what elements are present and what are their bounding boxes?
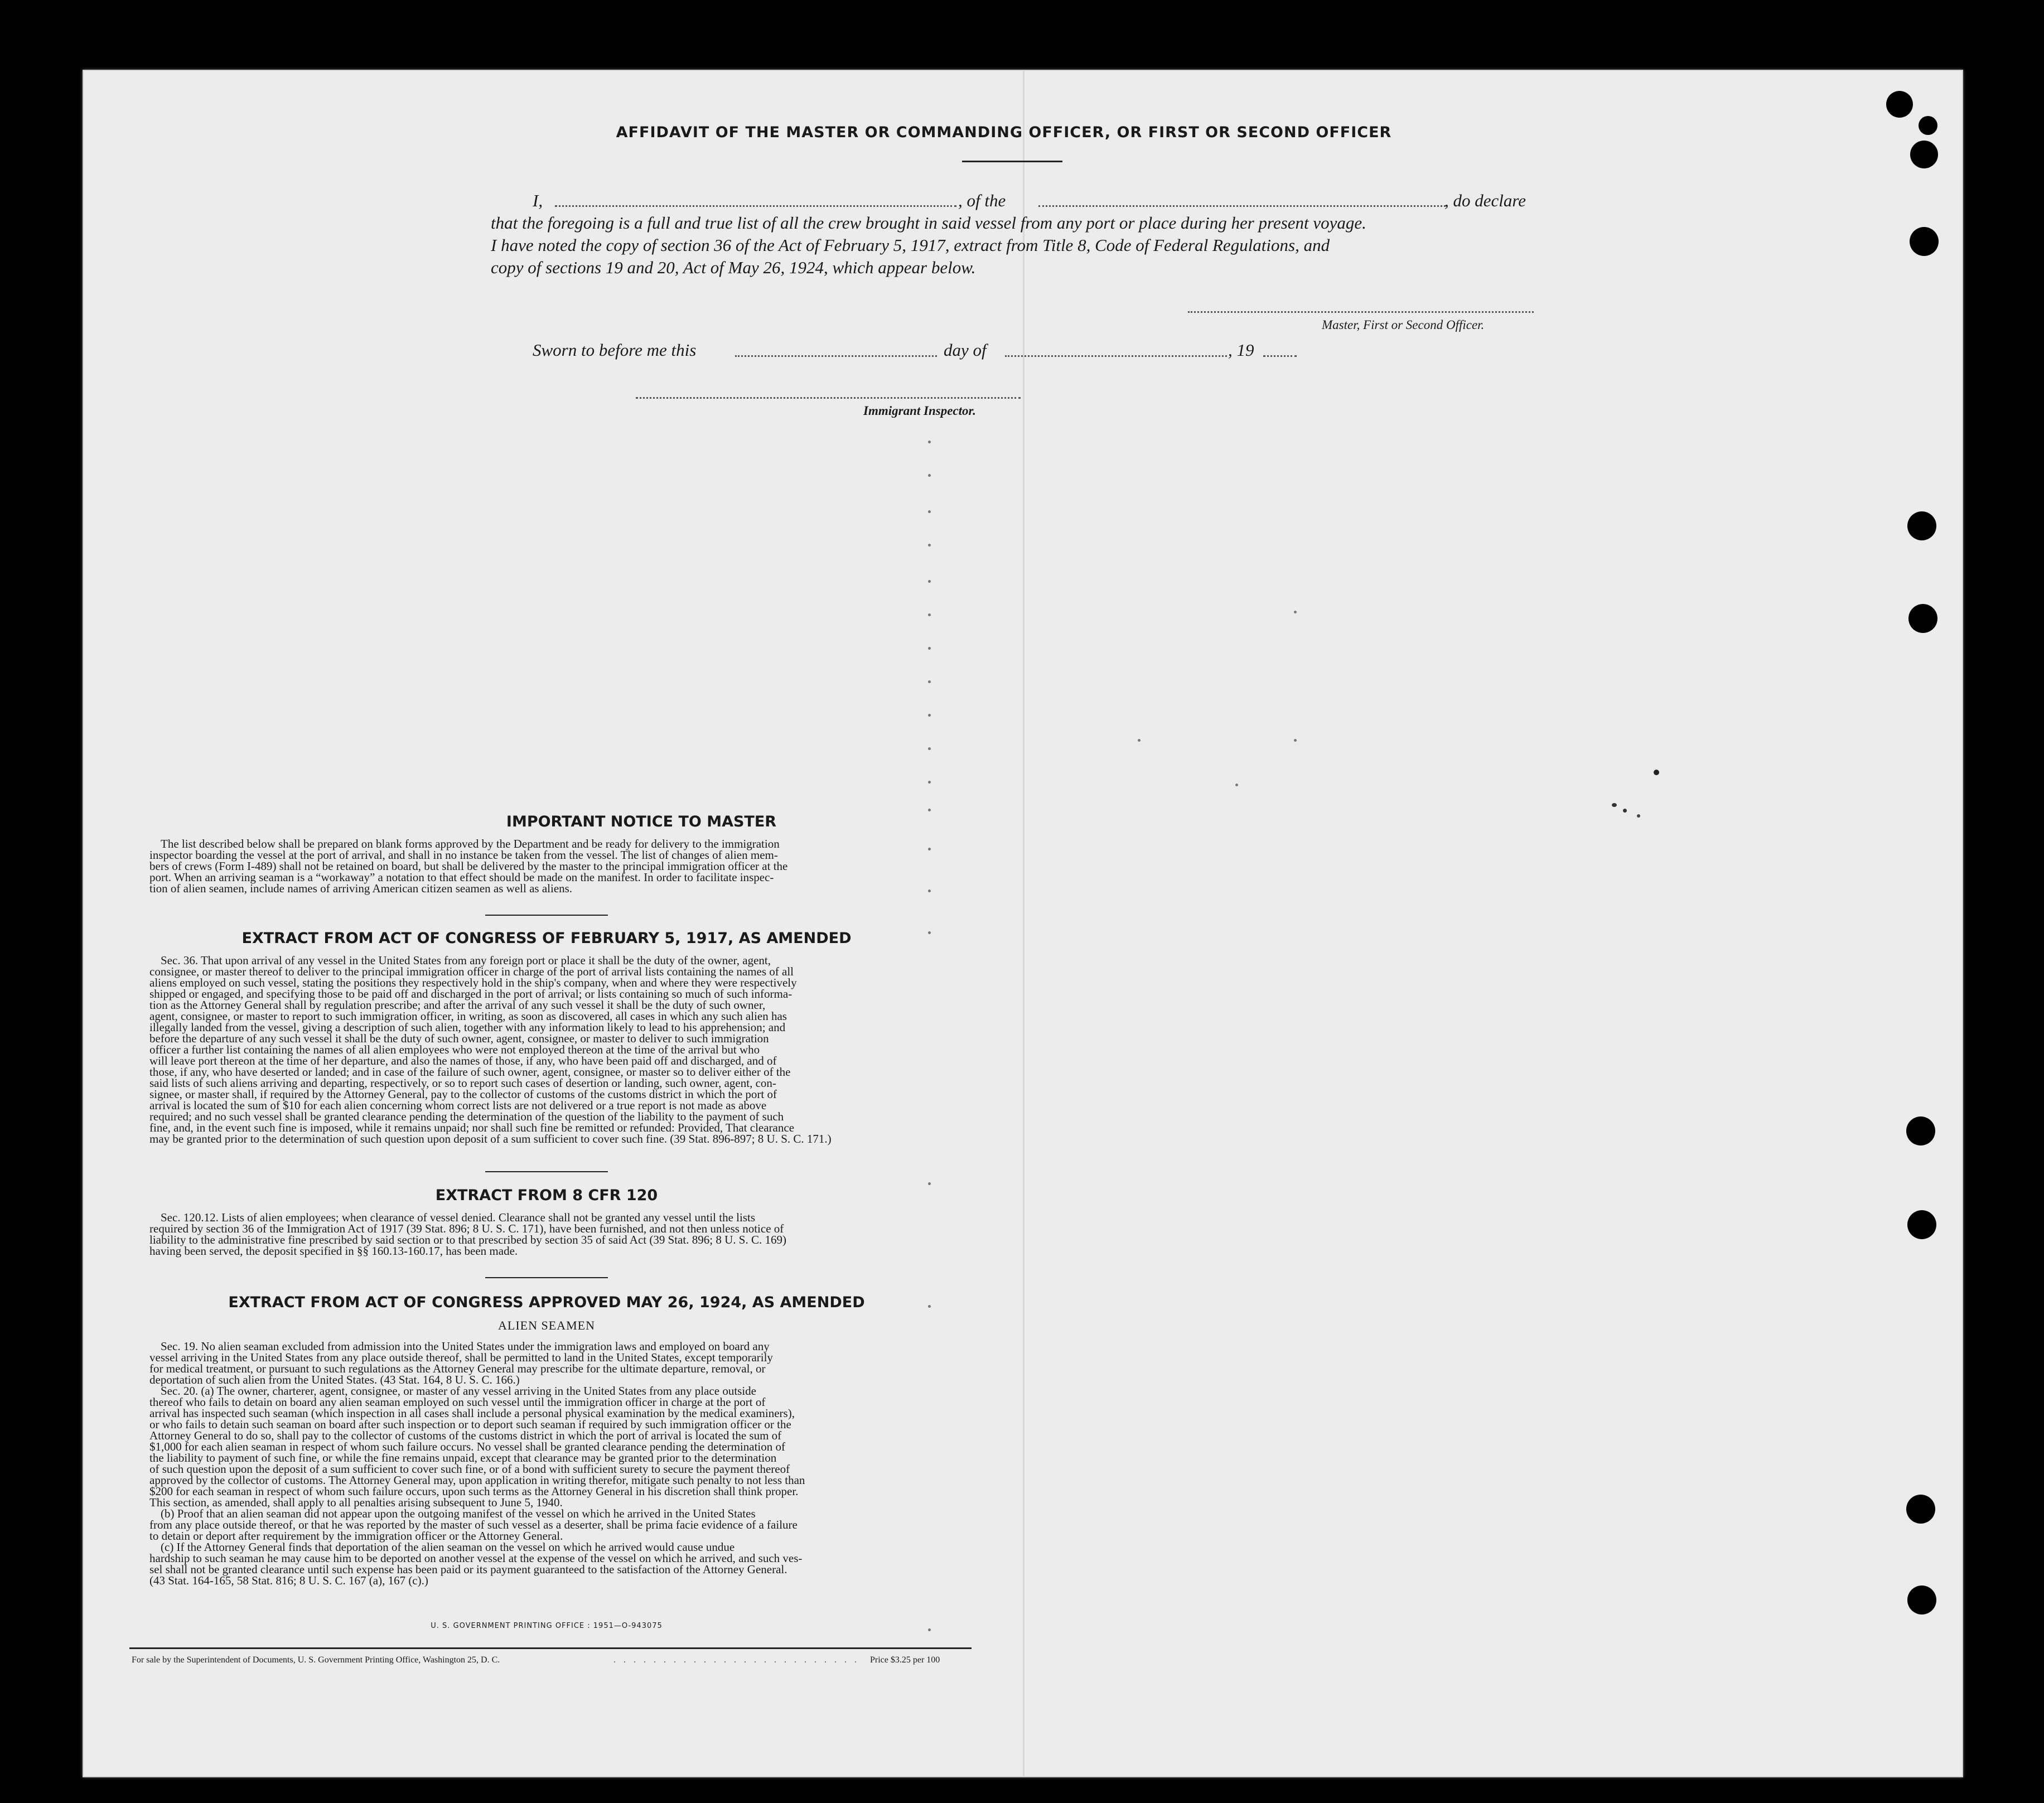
sworn-month-field[interactable]: [1005, 355, 1227, 357]
punch-hole: [1906, 1495, 1935, 1524]
center-fold: [1023, 70, 1025, 1777]
extract-1924-line: or who fails to detain such seaman on board after such inspection or to deport such seaman if required by such immigration officer or the: [149, 1418, 791, 1431]
extract-1924-line: to detain or deport after requirement by the immigration officer or the Attorney General.: [149, 1529, 563, 1543]
master-signature-line[interactable]: [1188, 311, 1534, 313]
notice-line: tion of alien seamen, include names of arriving American citizen seamen as well as aliens.: [149, 882, 573, 895]
punch-hole: [1919, 116, 1937, 135]
extract-1924-line: arrival has inspected such seaman (which inspection in all cases shall include a personal physical examination by the medical examiners),: [149, 1406, 795, 1420]
extract-cfr-divider: [485, 1277, 608, 1278]
ink-stain: [1637, 814, 1640, 818]
extract-1924-line: (43 Stat. 164-165, 58 Stat. 816; 8 U. S. C. 167 (a), 167 (c).): [149, 1574, 428, 1587]
extract-1917-line: signee, or master shall, if required by the Attorney General, pay to the collector of customs of the customs district in which the port of: [149, 1087, 777, 1101]
extract-1917-line: arrival is located the sum of $10 for each alien concerning whom correct lists are not delivered or a true report is not made as above: [149, 1099, 767, 1112]
extract-1924-line: deportation of such alien from the United States. (43 Stat. 164, 8 U. S. C. 166.): [149, 1373, 520, 1386]
notice-body: [149, 838, 947, 894]
notice-line: port. When an arriving seaman is a “workaway” a notation to that effect should be made on the manifest. In order to facilitate inspec-: [149, 871, 774, 884]
declaration-i-label: I,: [533, 191, 543, 210]
extract-1924-line: the liability to payment of such fine, or while the fine remains unpaid, except that clearance may be granted prior to the determination: [149, 1451, 777, 1464]
extract-1917-line: Sec. 36. That upon arrival of any vessel in the United States from any foreign port or place it shall be the duty of the owner, agent,: [161, 954, 771, 967]
extract-1924-heading: EXTRACT FROM ACT OF CONGRESS APPROVED MAY 26, 1924, AS AMENDED: [228, 1294, 865, 1311]
extract-1924-line: thereof who fails to detain on board any alien seaman employed on such vessel until the immigration officer in charge at the port of: [149, 1395, 766, 1409]
master-signature-label: Master, First or Second Officer.: [1322, 318, 1485, 332]
ink-stain: [1623, 809, 1627, 813]
declaration-of-the: , of the: [958, 191, 1006, 210]
extract-1917-line: officer a further list containing the names of all alien employees who were not employed thereon at the time of the arrival but who: [149, 1043, 760, 1056]
extract-1924-line: Sec. 19. No alien seaman excluded from admission into the United States under the immigration laws and employed on board any: [161, 1340, 770, 1353]
punch-hole: [1907, 1586, 1936, 1615]
punch-hole: [1906, 1116, 1935, 1145]
extract-1924-line: This section, as amended, shall apply to all penalties arising subsequent to June 5, 1940.: [149, 1496, 563, 1509]
extract-1924-line: sel shall not be granted clearance until such expense has been paid or its payment guaranteed to the satisfaction of the Attorney General.: [149, 1563, 787, 1576]
punch-hole: [1907, 1210, 1936, 1239]
footer-sale-notice: For sale by the Superintendent of Documents, U. S. Government Printing Office, Washington 25, D. C.: [132, 1655, 500, 1665]
extract-1924-line: hardship to such seaman he may cause him to be deported on another vessel at the expense of the vessel on which he arrived, and such ves-: [149, 1551, 803, 1565]
extract-1924-line: from any place outside thereof, or that he was reported by the master of such vessel as a deserter, shall be prima facie evidence of a failure: [149, 1518, 798, 1531]
sworn-day-field[interactable]: [735, 355, 937, 357]
extract-1924-line: Attorney General to do so, shall pay to the collector of customs of the customs district in which the port of arrival is located the sum of: [149, 1429, 782, 1442]
printing-office-imprint: U. S. GOVERNMENT PRINTING OFFICE : 1951—O-943075: [431, 1622, 663, 1630]
extract-1924-line: (c) If the Attorney General finds that deportation of the alien seaman on the vessel on which he arrived would cause undue: [161, 1540, 735, 1554]
extract-1924-subheading: ALIEN SEAMEN: [498, 1318, 595, 1332]
extract-1917-divider: [485, 1171, 608, 1172]
sworn-day-of: day of: [944, 340, 987, 360]
extract-1924-line: for medical treatment, or pursuant to such regulations as the Attorney General may prescribe for the ultimate departure, removal, or: [149, 1362, 766, 1375]
extract-1924-line: Sec. 20. (a) The owner, charterer, agent, consignee, or master of any vessel arriving in the United States from any place outside: [161, 1384, 756, 1398]
extract-1924-line: of such question upon the deposit of a sum sufficient to cover such fine, or of a bond with sufficient surety to secure the payment thereof: [149, 1462, 790, 1476]
ink-stain: [1654, 770, 1659, 775]
extract-1924-line: $1,000 for each alien seaman in respect of whom such failure occurs. No vessel shall be granted clearance pending the determination of: [149, 1440, 785, 1453]
extract-1924-body: [149, 1341, 947, 1586]
extract-cfr-line: liability to the administrative fine prescribed by said section or to that prescribed by section 35 of said Act (39 Stat. 896; 8 U. S. C. 169): [149, 1233, 786, 1246]
notice-divider: [485, 915, 608, 916]
footer-leader-dots: .........................: [613, 1655, 864, 1665]
extract-1917-body: [149, 955, 947, 1144]
extract-1917-line: illegally landed from the vessel, giving a description of such alien, together with any information likely to lead to his apprehension; and: [149, 1021, 786, 1034]
footer-rule: [129, 1647, 972, 1649]
punch-hole: [1910, 227, 1939, 256]
inspector-label: Immigrant Inspector.: [863, 404, 976, 418]
extract-1924-line: $200 for each seaman in respect of whom such failure occurs, upon such terms as the Attorney General in his discretion shall think proper.: [149, 1485, 799, 1498]
extract-1917-line: tion as the Attorney General shall by regulation prescribe; and after the arrival of any such vessel it shall be the duty of such owner,: [149, 998, 766, 1012]
extract-1917-line: before the departure of any such vessel it shall be the duty of such owner, agent, consignee, or master to deliver to such immigration: [149, 1032, 769, 1045]
punch-hole: [1907, 511, 1936, 540]
extract-1917-line: will leave port thereon at the time of her departure, and also the names of those, if any, who have been paid off and discharged, and of: [149, 1054, 777, 1067]
sworn-year-field[interactable]: [1263, 355, 1297, 357]
name-field[interactable]: [555, 205, 956, 207]
declaration-line-4: copy of sections 19 and 20, Act of May 26, 1924, which appear below.: [491, 258, 976, 277]
affidavit-title: AFFIDAVIT OF THE MASTER OR COMMANDING OFFICER, OR FIRST OR SECOND OFFICER: [616, 124, 1392, 141]
extract-cfr-body: [149, 1212, 947, 1256]
extract-1917-line: those, if any, who have deserted or landed; and in case of the failure of such owner, agent, consignee, or master so to deliver either of the: [149, 1065, 791, 1079]
extract-cfr-line: Sec. 120.12. Lists of alien employees; when clearance of vessel denied. Clearance shall not be granted any vessel until the lists: [161, 1211, 756, 1224]
extract-1917-line: consignee, or master thereof to deliver to the principal immigration officer in charge of the port of arrival lists containing the names of all: [149, 965, 794, 978]
notice-line: The list described below shall be prepared on blank forms approved by the Department and be ready for delivery to the immigration: [161, 837, 780, 850]
extract-1917-line: required; and no such vessel shall be granted clearance pending the determination of the question of the liability to the payment of such: [149, 1110, 784, 1123]
sworn-year-label: , 19: [1228, 340, 1254, 360]
extract-1924-line: vessel arriving in the United States from any place outside thereof, shall be permitted to land in the United States, except temporarily: [149, 1351, 773, 1364]
notice-line: bers of crews (Form I-489) shall not be retained on board, but shall be delivered by the master to the principal immigration officer at the: [149, 859, 788, 873]
sworn-label: Sworn to before me this: [533, 340, 697, 360]
extract-1917-line: fine, and, in the event such fine is imposed, while it remains unpaid; nor shall such fine be remitted or refunded: Provided, That clearance: [149, 1121, 795, 1134]
extract-1924-line: (b) Proof that an alien seaman did not appear upon the outgoing manifest of the vessel on which he arrived in the United States: [161, 1507, 756, 1520]
extract-1917-line: agent, consignee, or master to report to such immigration officer, in writing, as soon as discovered, all cases in which any such alien has: [149, 1009, 787, 1023]
extract-1917-line: shipped or engaged, and specifying those to be paid off and discharged in the port of arrival; or lists containing so much of such informa-: [149, 987, 793, 1000]
extract-1917-line: may be granted prior to the determination of such question upon deposit of a sum sufficient to cover such fine. (39 Stat. 896-897; 8 U. S. C. 171.): [149, 1132, 832, 1145]
punch-hole: [1910, 141, 1938, 168]
inspector-signature-line[interactable]: [636, 397, 1021, 399]
declaration-line-2: that the foregoing is a full and true list of all the crew brought in said vessel from any port or place during her present voyage.: [491, 213, 1366, 233]
extract-cfr-line: required by section 36 of the Immigration Act of 1917 (39 Stat. 896; 8 U. S. C. 171), have been furnished, and not then unless notice of: [149, 1222, 784, 1235]
footer-price: Price $3.25 per 100: [870, 1655, 940, 1665]
notice-heading: IMPORTANT NOTICE TO MASTER: [506, 813, 777, 830]
extract-1924-line: approved by the collector of customs. The Attorney General may, upon application in writing therefor, mitigate such penalty to not less than: [149, 1473, 805, 1487]
punch-hole: [1908, 604, 1937, 633]
extract-cfr-line: having been served, the deposit specified in §§ 160.13-160.17, has been made.: [149, 1244, 518, 1258]
vessel-field[interactable]: [1038, 205, 1446, 207]
title-divider: [962, 161, 1062, 162]
notice-line: inspector boarding the vessel at the port of arrival, and shall in no instance be taken from the vessel. The list of changes of alien mem-: [149, 848, 778, 862]
punch-hole: [1886, 91, 1913, 118]
declaration-line-3: I have noted the copy of section 36 of the Act of February 5, 1917, extract from Title 8, Code of Federal Regulations, and: [491, 235, 1330, 255]
extract-1917-line: aliens employed on such vessel, stating the positions they respectively hold in the ship's company, when and where they were respectively: [149, 976, 797, 989]
extract-cfr-heading: EXTRACT FROM 8 CFR 120: [435, 1187, 658, 1204]
ink-stain: [1612, 803, 1617, 807]
extract-1917-line: said lists of such aliens arriving and departing, respectively, or so to report such cases of desertion or landing, such owner, agent, con-: [149, 1076, 776, 1090]
declaration-do-declare: , do declare: [1444, 191, 1526, 210]
extract-1917-heading: EXTRACT FROM ACT OF CONGRESS OF FEBRUARY 5, 1917, AS AMENDED: [241, 930, 852, 947]
